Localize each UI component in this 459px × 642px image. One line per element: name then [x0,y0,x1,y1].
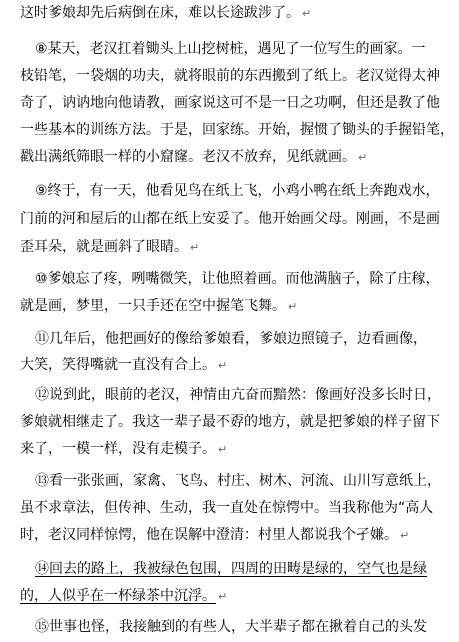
text-line: ⑮世事也怪，我接触到的有些人，大半辈子都在揪着自己的头发 [35,619,427,635]
text-line: 就是画，梦里，一只手还在空中握笔飞舞。 ↵ [20,298,298,314]
text-line: 奇了，讷讷地向他请教，画家说这可不是一日之功啊，但还是教了他 [20,95,440,111]
return-mark-icon: ↵ [218,590,228,603]
text-line-underlined: 的，人似乎在一杯绿茶中沉浮。 ↵ [20,588,228,604]
text-line: ⑨终于，有一天，他看见鸟在纸上飞，小鸡小鸭在纸上奔跑戏水， [35,183,440,199]
return-mark-icon: ↵ [288,300,298,313]
text-line: ⑩爹娘忘了疼，咧嘴微笑，让他照着画。而他满脑子，除了庄稼， [35,271,440,287]
text-line: 门前的河和屋后的山都在纸上安妥了。他开始画父母。刚画，不是画 [20,211,440,227]
text-line: 一些基本的训练方法。于是，回家练。开始，握惯了锄头的手握铅笔， [20,122,454,138]
text-line: ⑧某天，老汉扛着锄头上山挖树桩，遇见了一位写生的画家。一 [35,41,426,57]
text-line: 时，老汉同样惊愕，他在误解中澄清：村里人都说我个孑嫌。 ↵ [20,527,410,543]
text-line: 来了，一模一样，没有走模子。 ↵ [20,441,228,457]
text-line: 歪耳朵，就是画斜了眼睛。 ↵ [20,239,200,255]
text-line: 爹娘就相继走了。我这一辈子最不孬的地方，就是把爹娘的样子留下 [20,414,440,430]
return-mark-icon: ↵ [400,529,410,542]
return-mark-icon: ↵ [190,241,200,254]
return-mark-icon: ↵ [302,7,312,20]
text-line: ⑫说到此，眼前的老汉，神情由亢奋而黯然：像画好没多长时日， [35,387,441,403]
text-line: 大笑，笑得嘴就一直没有合上。 ↵ [20,357,228,373]
return-mark-icon: ↵ [218,359,228,372]
text-line: 虽不求章法，但传神、生动，我一直处在惊愕中。当我称他为“高人 [20,500,434,516]
text-line: 这时爹娘却先后病倒在床，难以长途跋涉了。 ↵ [20,5,312,21]
text-line: 枝铅笔，一袋烟的功夫，就将眼前的东西搬到了纸上。老汉觉得太神 [20,68,440,84]
text-line-underlined: ⑭回去的路上，我被绿色包围，四周的田畴是绿的，空气也是绿 [35,561,427,577]
text-line: ⑪几年后，他把画好的像给爹娘看，爹娘边照镜子，边看画像， [35,331,427,347]
text-line: ⑬看一张张画，家禽、飞鸟、村庄、树木、河流、山川写意纸上， [35,473,441,489]
return-mark-icon: ↵ [358,151,368,164]
text-line: 戳出满纸筛眼一样的小窟窿。老汉不放弃，见纸就画。 ↵ [20,149,368,165]
return-mark-icon: ↵ [218,443,228,456]
